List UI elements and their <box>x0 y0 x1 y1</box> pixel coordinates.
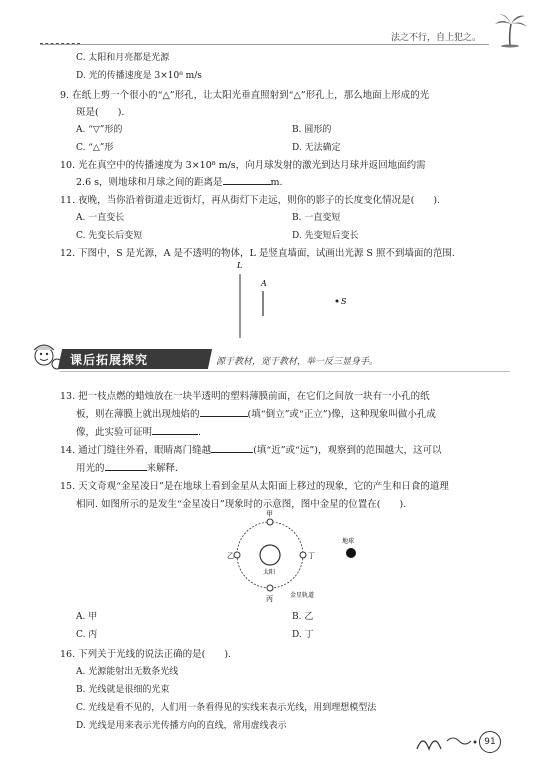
venus-position-jia <box>267 519 273 525</box>
label-A: A <box>261 279 267 288</box>
page-number: 91 <box>479 731 501 753</box>
light-source-dot <box>336 300 339 303</box>
q13-blank-2[interactable] <box>152 425 198 435</box>
q14-text-post2: 来解释. <box>146 463 179 474</box>
q9-option-b: B. 圆形的 <box>292 125 332 135</box>
q14-text-post: (填“近”或“远”)，观察到的范围越大，这可以 <box>253 445 442 456</box>
q15-stem: 15. 天文奇观“金星凌日”是在地球上看到金星从太阳面上移过的现象，它的产生和日食的道理 <box>60 481 449 492</box>
palm-tree-icon <box>492 12 528 48</box>
q16-option-a: A. 光源能射出无数条光线 <box>76 667 179 677</box>
q8-option-d: D. 光的传播速度是 3×10⁸ m/s <box>76 71 202 81</box>
q16-option-b: B. 光线就是很细的光束 <box>76 685 170 695</box>
q13-text-pre2: 像，此实验可证明 <box>76 427 153 438</box>
earth-dot <box>346 548 356 558</box>
q14-stem <box>60 442 441 456</box>
page-footer <box>479 731 501 753</box>
label-L: L <box>237 261 243 270</box>
q10-text-post: m. <box>270 177 283 188</box>
q9-option-a: A. “▽”形的 <box>76 125 123 135</box>
q9-option-c: C. “△”形 <box>76 143 114 153</box>
venus-position-bing <box>267 585 273 591</box>
q14-text-pre2: 用光的 <box>76 463 105 474</box>
label-ding: 丁 <box>308 552 315 560</box>
q15-option-d: D. 丁 <box>292 630 314 640</box>
q15-option-c: C. 丙 <box>76 630 98 640</box>
q12-figure <box>225 258 365 344</box>
q11-option-d: D. 先变短后变长 <box>292 231 359 241</box>
q16-option-c: C. 光线是看不见的，人们用一条看得见的实线来表示光线，用到理想模型法 <box>76 703 377 713</box>
q16-stem: 16. 下列关于光线的说法正确的是( ). <box>60 649 232 660</box>
q14-blank-2[interactable] <box>105 461 147 471</box>
q15-stem-cont: 相同. 如图所示的是发生“金星凌日”现象时的示意图，图中金星的位置在( ). <box>76 499 407 510</box>
section-banner <box>30 348 510 370</box>
header-rule <box>40 44 489 45</box>
q9-option-d: D. 无法确定 <box>292 143 341 153</box>
label-jia: 甲 <box>266 510 273 518</box>
q10-stem-cont <box>76 174 283 188</box>
q15-option-b: B. 乙 <box>292 612 314 622</box>
q13-text-pre: 板，则在薄膜上就出现烛焰的 <box>76 409 200 420</box>
label-earth: 地球 <box>342 538 355 545</box>
label-sun: 太阳 <box>263 569 276 576</box>
banner-subtitle: 源于教材，宽于教材，举一反三显身手。 <box>216 357 379 367</box>
footer-ornament-icon <box>413 731 479 753</box>
q13-text-post: (填“倒立”或“正立”)像，这种现象叫做小孔成 <box>247 409 436 420</box>
q15-figure <box>210 508 385 603</box>
q15-option-a: A. 甲 <box>76 612 98 622</box>
sun-circle <box>260 545 280 565</box>
q11-option-a: A. 一直变长 <box>76 213 125 223</box>
q9-stem: 9. 在纸上剪一个很小的“△”形孔，让太阳光垂直照射到“△”形孔上，那么地面上形成的光 <box>60 90 430 101</box>
q13-stem-line2 <box>76 406 436 420</box>
q8-option-c: C. 太阳和月亮都是光源 <box>76 53 170 63</box>
label-yi: 乙 <box>227 552 234 560</box>
q16-option-d: D. 光线是用来表示光传播方向的直线，常用虚线表示 <box>76 721 287 731</box>
explorer-mascot-icon <box>30 342 64 374</box>
q13-stem-line3 <box>76 424 201 438</box>
q13-stem: 13. 把一枝点燃的蜡烛放在一块半透明的塑料薄膜前面，在它们之间放一块有一小孔的纸 <box>60 391 430 402</box>
q13-text-post2: . <box>198 427 202 438</box>
q14-blank-1[interactable] <box>211 443 253 453</box>
q10-answer-blank[interactable] <box>223 175 271 185</box>
q13-blank-1[interactable] <box>200 407 248 417</box>
banner-title: 课后拓展探究 <box>70 353 149 367</box>
venus-position-ding <box>300 552 306 558</box>
q10-text-pre: 2.6 s，则地球和月球之间的距离是 <box>76 177 223 188</box>
q11-stem: 11. 夜晚，当你沿着街道走近街灯，再从街灯下走远，则你的影子的长度变化情况是( ). <box>60 195 441 206</box>
label-orbit: 金星轨道 <box>290 592 315 599</box>
header-motto: 法之不行，自上犯之。 <box>390 33 481 43</box>
label-bing: 丙 <box>266 595 273 603</box>
q14-stem-line2 <box>76 460 178 474</box>
label-S: S <box>341 297 347 306</box>
q14-text-pre: 14. 通过门缝往外看，眼睛离门缝越 <box>60 445 212 456</box>
q11-option-c: C. 先变长后变短 <box>76 231 143 241</box>
q12-stem: 12. 下图中，S 是光源，A 是不透明的物体，L 是竖直墙面，试画出光源 S 照不到墙面的范围. <box>60 248 455 259</box>
banner-underline <box>60 371 510 372</box>
q11-option-b: B. 一直变短 <box>292 213 341 223</box>
venus-position-yi <box>234 552 240 558</box>
q9-stem-cont: 斑是( ). <box>76 107 125 118</box>
q10-stem: 10. 光在真空中的传播速度为 3×10⁸ m/s，向月球发射的激光到达月球并返回地面约需 <box>60 160 426 171</box>
